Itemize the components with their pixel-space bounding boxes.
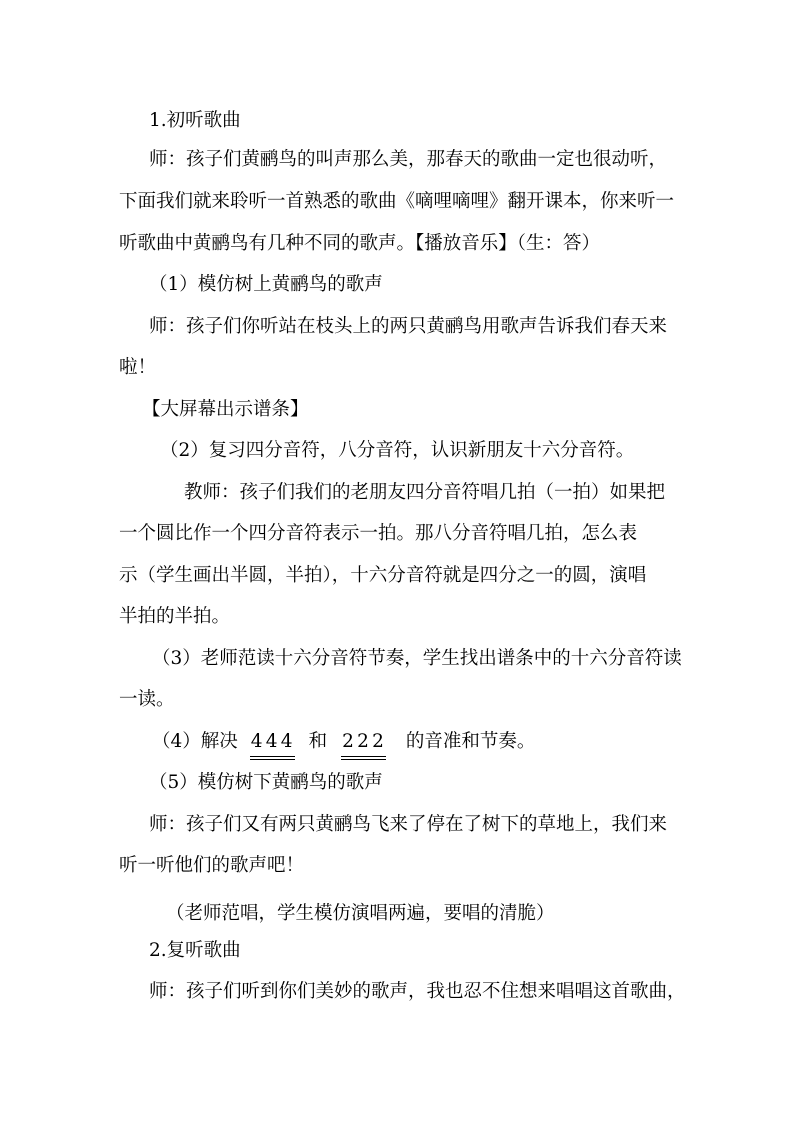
note-2: 2 xyxy=(372,731,384,752)
paragraph-line: 教师：孩子们我们的老朋友四分音符唱几拍（一拍）如果把 xyxy=(184,482,666,503)
paragraph-line: 师：孩子们听到你们美妙的歌声，我也忍不住想来唱唱这首歌曲， xyxy=(149,981,686,1002)
paragraph-line: 示（学生画出半圆，半拍），十六分音符就是四分之一的圆，演唱 xyxy=(119,565,647,586)
paragraph-line: 师：孩子们你听站在枝头上的两只黄鹂鸟用歌声告诉我们春天来 xyxy=(149,316,668,337)
subheading-imitate-tree-bottom: （5）模仿树下黄鹂鸟的歌声 xyxy=(149,772,383,793)
subheading-solve-pitch xyxy=(152,730,535,754)
screen-note: 【大屏幕出示谱条】 xyxy=(142,399,309,420)
paragraph-line: 听歌曲中黄鹂鸟有几种不同的歌声。【播放音乐】（生：答） xyxy=(119,233,601,254)
note-2: 2 xyxy=(342,731,354,752)
subheading-teacher-reads: （3）老师范读十六分音符节奏，学生找出谱条中的十六分音符读 xyxy=(152,648,682,669)
note-4: 4 xyxy=(265,731,278,752)
subheading-review-notes: （2）复习四分音符，八分音符，认识新朋友十六分音符。 xyxy=(160,440,635,461)
note-4: 4 xyxy=(250,731,263,752)
paragraph-line: 听一听他们的歌声吧！ xyxy=(119,855,305,876)
note-4: 4 xyxy=(280,731,293,752)
paragraph-line: 师：孩子们又有两只黄鹂鸟飞来了停在了树下的草地上，我们来 xyxy=(149,814,668,835)
paragraph-line: 啦！ xyxy=(119,357,157,378)
item4-prefix: （4）解决 xyxy=(152,731,238,752)
note-2: 2 xyxy=(357,731,369,752)
paragraph-line: 一个圆比作一个四分音符表示一拍。那八分音符唱几拍，怎么表 xyxy=(119,523,638,544)
paragraph-line: 下面我们就来聆听一首熟悉的歌曲《嘀哩嘀哩》翻开课本，你来听一 xyxy=(119,191,675,212)
sixteenth-notes-four xyxy=(250,730,295,754)
sixteenth-notes-two xyxy=(341,730,386,754)
heading-second-listen: 2.复听歌曲 xyxy=(149,940,241,961)
teacher-sings-note: （老师范唱，学生模仿演唱两遍，要唱的清脆） xyxy=(166,903,555,924)
item4-and: 和 xyxy=(308,731,328,752)
paragraph-line: 半拍的半拍。 xyxy=(119,606,231,627)
item4-suffix: 的音准和节奏。 xyxy=(405,731,536,752)
subheading-imitate-tree-top: （1）模仿树上黄鹂鸟的歌声 xyxy=(149,274,383,295)
paragraph-line: 一读。 xyxy=(119,689,175,710)
heading-first-listen: 1.初听歌曲 xyxy=(149,110,241,131)
paragraph-line: 师：孩子们黄鹂鸟的叫声那么美，那春天的歌曲一定也很动听， xyxy=(149,149,668,170)
